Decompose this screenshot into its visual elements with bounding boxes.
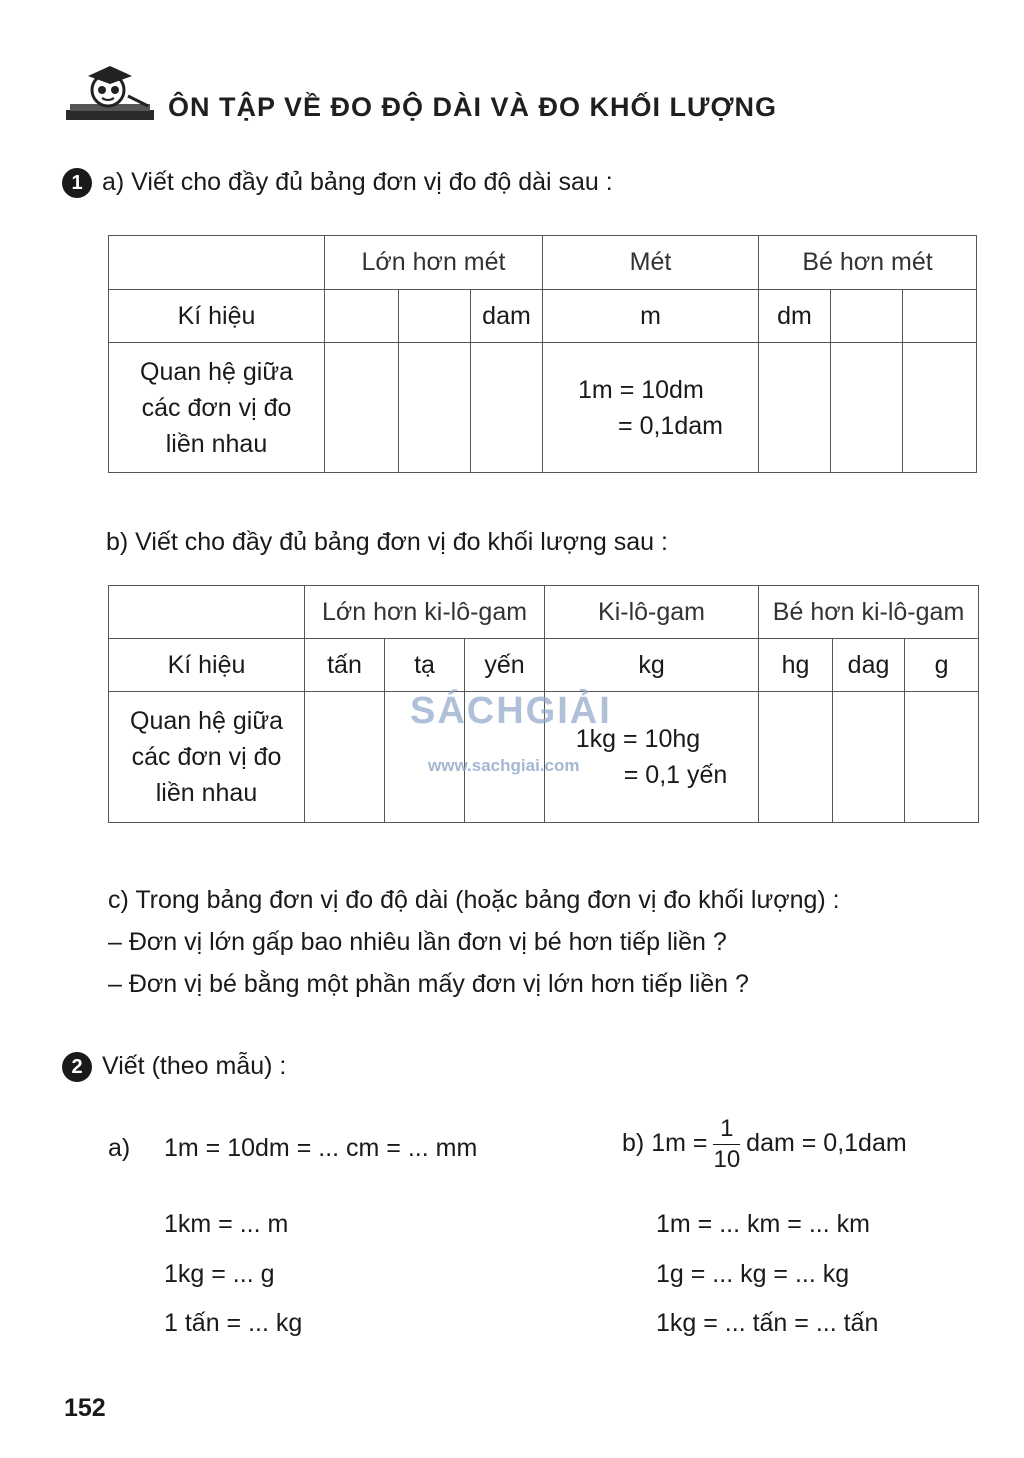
mass-relation-kg: 1kg = 10hg = 0,1 yến	[545, 692, 759, 823]
q2a-label: a)	[108, 1134, 131, 1162]
length-header-smaller: Bé hơn mét	[759, 236, 977, 290]
page-number: 152	[64, 1394, 106, 1422]
mass-relation-blank	[905, 692, 979, 823]
length-relation-blank	[903, 343, 977, 473]
mass-header-base: Ki-lô-gam	[545, 586, 759, 639]
mass-symbol-dag: dag	[833, 639, 905, 692]
page-title: ÔN TẬP VỀ ĐO ĐỘ DÀI VÀ ĐO KHỐI LƯỢNG	[168, 92, 777, 122]
mass-relation-blank	[305, 692, 385, 823]
mass-header-smaller: Bé hơn ki-lô-gam	[759, 586, 979, 639]
length-relation-m: 1m = 10dm = 0,1dam	[543, 343, 759, 473]
q2a-line-4: 1 tấn = ... kg	[164, 1309, 303, 1337]
mass-symbol-tan: tấn	[305, 639, 385, 692]
mass-relation-blank	[833, 692, 905, 823]
mass-symbol-g: g	[905, 639, 979, 692]
watermark-url: www.sachgiai.com	[428, 756, 580, 775]
length-blank-cm	[831, 290, 903, 343]
q2a-line-2: 1km = ... m	[164, 1210, 289, 1238]
q1b-prompt: b) Viết cho đầy đủ bảng đơn vị đo khối lượng sau :	[106, 528, 668, 556]
q1a-prompt: 1 a) Viết cho đầy đủ bảng đơn vị đo độ dài sau :	[62, 168, 613, 198]
length-row-relation-label: Quan hệ giữa các đơn vị đo liền nhau	[109, 343, 325, 473]
mass-row-relation-label: Quan hệ giữa các đơn vị đo liền nhau	[109, 692, 305, 823]
length-blank-mm	[903, 290, 977, 343]
q1c-line-2: – Đơn vị bé bằng một phần mấy đơn vị lớn hơn tiếp liền ?	[108, 970, 749, 998]
length-units-table	[108, 235, 977, 473]
q2b-line-3: 1kg = ... tấn = ... tấn	[656, 1309, 879, 1337]
watermark-brand: SÁCHGIẢI	[410, 690, 612, 732]
q2a-line-3: 1kg = ... g	[164, 1260, 275, 1288]
question-number-1: 1	[62, 168, 92, 198]
student-reading-icon	[62, 62, 158, 126]
mass-relation-blank	[759, 692, 833, 823]
length-symbol-dam: dam	[471, 290, 543, 343]
length-blank-km	[325, 290, 399, 343]
q1c-line-1: – Đơn vị lớn gấp bao nhiêu lần đơn vị bé hơn tiếp liền ?	[108, 928, 727, 956]
length-relation-blank	[759, 343, 831, 473]
length-relation-blank	[325, 343, 399, 473]
length-relation-blank	[831, 343, 903, 473]
length-header-empty	[109, 236, 325, 290]
question-number-2: 2	[62, 1052, 92, 1082]
length-header-base: Mét	[543, 236, 759, 290]
q2-prompt: 2 Viết (theo mẫu) :	[62, 1052, 286, 1082]
length-symbol-dm: dm	[759, 290, 831, 343]
length-row-symbol-label: Kí hiệu	[109, 290, 325, 343]
length-relation-blank	[471, 343, 543, 473]
fraction-one-tenth: $\frac{1}{10}$	[713, 1115, 741, 1173]
q2b-line-1: 1m = ... km = ... km	[656, 1210, 870, 1238]
mass-symbol-kg: kg	[545, 639, 759, 692]
mass-symbol-hg: hg	[759, 639, 833, 692]
length-blank-hm	[399, 290, 471, 343]
mass-header-larger: Lớn hơn ki-lô-gam	[305, 586, 545, 639]
q1c-prompt: c) Trong bảng đơn vị đo độ dài (hoặc bảng đơn vị đo khối lượng) :	[108, 886, 840, 914]
mass-symbol-yen: yến	[465, 639, 545, 692]
mass-symbol-ta: tạ	[385, 639, 465, 692]
length-symbol-m: m	[543, 290, 759, 343]
length-header-larger: Lớn hơn mét	[325, 236, 543, 290]
q2b-example: b) 1m = $\frac{1}{10}$ dam = 0,1dam	[622, 1115, 907, 1173]
mass-row-symbol-label: Kí hiệu	[109, 639, 305, 692]
length-relation-blank	[399, 343, 471, 473]
q2a-line-1: 1m = 10dm = ... cm = ... mm	[164, 1134, 478, 1162]
mass-header-empty	[109, 586, 305, 639]
q2b-line-2: 1g = ... kg = ... kg	[656, 1260, 850, 1288]
